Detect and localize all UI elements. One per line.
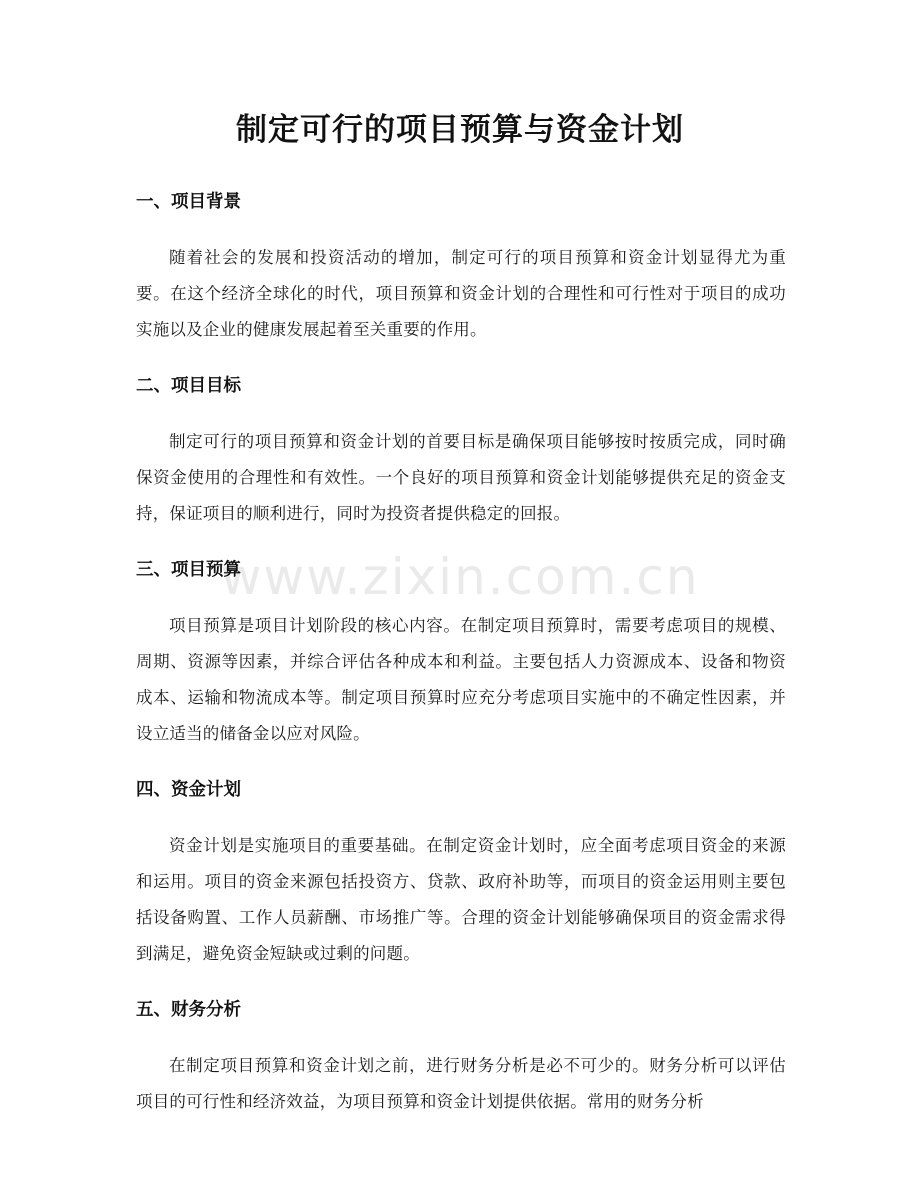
section-paragraph: 在制定项目预算和资金计划之前，进行财务分析是必不可少的。财务分析可以评估项目的可行性和经济效益，为项目预算和资金计划提供依据。常用的财务分析 [136,1056,786,1111]
section-paragraph: 资金计划是实施项目的重要基础。在制定资金计划时，应全面考虑项目资金的来源和运用。项目的资金来源包括投资方、贷款、政府补助等，而项目的资金运用则主要包括设备购置、工作人员薪酬、市场推广等。合理的资金计划能够确保项目的资金需求得到满足，避免资金短缺或过剩的问题。 [136,836,786,963]
section-heading: 三、项目预算 [136,560,241,580]
section-heading: 一、项目背景 [136,192,241,212]
section-funding-plan [136,772,786,972]
section-budget [136,552,786,752]
section-paragraph: 项目预算是项目计划阶段的核心内容。在制定项目预算时，需要考虑项目的规模、周期、资源等因素，并综合评估各种成本和利益。主要包括人力资源成本、设备和物资成本、运输和物流成本等。制定项目预算时应充分考虑项目实施中的不确定性因素，并设立适当的储备金以应对风险。 [136,616,786,743]
section-financial-analysis [136,992,786,1120]
section-background [136,184,786,348]
section-heading: 五、财务分析 [136,1000,241,1020]
section-heading: 二、项目目标 [136,376,241,396]
section-goals [136,368,786,532]
section-heading: 四、资金计划 [136,780,241,800]
watermark-text: www.zixin.com.cn [220,548,700,606]
document-body [136,184,786,1140]
section-paragraph: 随着社会的发展和投资活动的增加，制定可行的项目预算和资金计划显得尤为重要。在这个经济全球化的时代，项目预算和资金计划的合理性和可行性对于项目的成功实施以及企业的健康发展起着至关重要的作用。 [136,248,786,339]
document-title: 制定可行的项目预算与资金计划 [236,112,684,148]
section-paragraph: 制定可行的项目预算和资金计划的首要目标是确保项目能够按时按质完成，同时确保资金使用的合理性和有效性。一个良好的项目预算和资金计划能够提供充足的资金支持，保证项目的顺利进行，同时为投资者提供稳定的回报。 [136,432,786,523]
